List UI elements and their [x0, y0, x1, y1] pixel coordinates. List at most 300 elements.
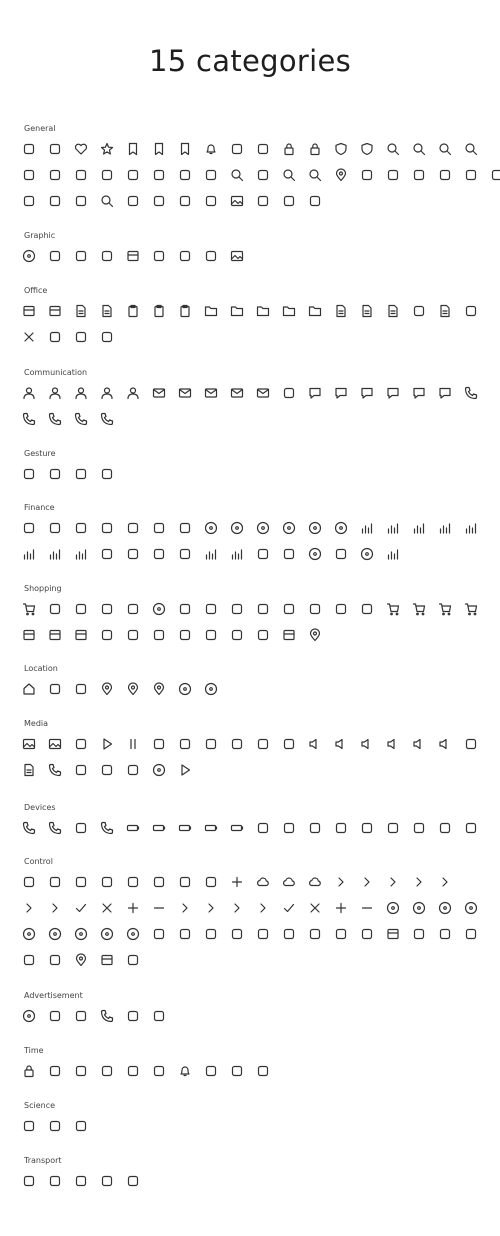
microphone-icon	[100, 821, 114, 835]
ruler-pencil-icon	[100, 249, 114, 263]
settings-icon	[22, 168, 36, 182]
camera-icon	[74, 737, 88, 751]
share-icon	[22, 142, 36, 156]
skip-forward-icon	[152, 737, 166, 751]
megaphone-icon	[100, 1009, 114, 1023]
plane-icon	[22, 1174, 36, 1188]
cart-icon	[386, 602, 400, 616]
battery-low-icon	[178, 821, 192, 835]
category-label: Finance	[24, 503, 55, 512]
file-text-icon	[100, 304, 114, 318]
calendar-icon	[230, 1064, 244, 1078]
inbox-icon	[22, 304, 36, 318]
bars-down-icon	[386, 521, 400, 535]
cloud-icon	[256, 875, 270, 889]
mailbox-icon	[256, 386, 270, 400]
watch-icon	[438, 821, 452, 835]
category-label: Transport	[24, 1156, 62, 1165]
user-check-icon	[126, 386, 140, 400]
flag-icon	[48, 682, 62, 696]
send-icon	[48, 142, 62, 156]
category-label: General	[24, 124, 56, 133]
filter-lines-icon	[308, 602, 322, 616]
battery-empty-icon	[204, 821, 218, 835]
discount-icon	[74, 602, 88, 616]
copy-icon	[178, 875, 192, 889]
shuffle-icon	[282, 737, 296, 751]
newsletter-icon	[230, 386, 244, 400]
chevron-down-icon	[412, 875, 426, 889]
category-label: Communication	[24, 368, 88, 377]
chevron-down-bold-icon	[256, 901, 270, 915]
thumb-down-icon	[152, 168, 166, 182]
microphone-stand-icon	[48, 763, 62, 777]
close-bold-icon	[308, 901, 322, 915]
gift-icon	[126, 602, 140, 616]
sync-icon	[256, 927, 270, 941]
shield-check-icon	[360, 142, 374, 156]
bar-chart-alt-icon	[48, 547, 62, 561]
fast-forward-icon	[204, 737, 218, 751]
phone-incoming-icon	[48, 412, 62, 426]
refresh-icon	[230, 927, 244, 941]
category-label: Devices	[24, 803, 56, 812]
category-label: Advertisement	[24, 991, 83, 1000]
music-note-icon	[464, 737, 478, 751]
mail-icon	[152, 386, 166, 400]
ruble-icon	[74, 521, 88, 535]
phone-ringing-icon	[100, 412, 114, 426]
location-pin-icon	[152, 682, 166, 696]
split-box-icon	[100, 953, 114, 967]
chevrons-right-small-icon	[178, 901, 192, 915]
archive-icon	[48, 304, 62, 318]
duplicate-icon	[204, 875, 218, 889]
lifebuoy-icon	[74, 168, 88, 182]
gamepad-icon	[126, 763, 140, 777]
map-pin-icon	[126, 682, 140, 696]
image-icon	[22, 737, 36, 751]
route-icon	[230, 628, 244, 642]
zoom-out-icon	[438, 142, 452, 156]
presentation-icon	[48, 330, 62, 344]
flask-icon	[48, 1119, 62, 1133]
growth-chart-icon	[386, 547, 400, 561]
search-icon	[386, 142, 400, 156]
book-closed-icon	[22, 330, 36, 344]
map-pin-box-icon	[100, 682, 114, 696]
credit-card-icon	[178, 547, 192, 561]
close-circle-icon	[48, 927, 62, 941]
phone-icon	[464, 386, 478, 400]
battery-charging-icon	[230, 821, 244, 835]
save-box-icon	[282, 628, 296, 642]
crop-icon	[282, 927, 296, 941]
eye-icon	[204, 249, 218, 263]
arrow-up-circle-icon	[438, 901, 452, 915]
chevrons-left-icon	[438, 875, 452, 889]
pound-icon	[126, 521, 140, 535]
heart-icon	[74, 142, 88, 156]
grid-icon	[308, 927, 322, 941]
search-plus-icon	[282, 168, 296, 182]
rewind-icon	[230, 737, 244, 751]
arrow-right-circle-icon	[386, 901, 400, 915]
home-icon	[22, 682, 36, 696]
stopwatch-icon	[100, 1064, 114, 1078]
folder-stack-icon	[256, 304, 270, 318]
link-device-icon	[74, 821, 88, 835]
ruble-circle-icon	[230, 521, 244, 535]
spinner-icon	[74, 953, 88, 967]
monitor-icon	[256, 821, 270, 835]
chart-box-icon	[204, 547, 218, 561]
layout-icon	[334, 927, 348, 941]
music-notes-icon	[22, 763, 36, 777]
list-icon	[360, 927, 374, 941]
pin-icon	[334, 168, 348, 182]
phone-missed-icon	[74, 412, 88, 426]
keyboard-icon	[386, 821, 400, 835]
paperclip-icon	[412, 168, 426, 182]
line-chart-icon	[230, 547, 244, 561]
clipboard-text-icon	[178, 304, 192, 318]
calendar-date-icon	[256, 1064, 270, 1078]
rupee-icon	[100, 521, 114, 535]
hierarchy-icon	[438, 927, 452, 941]
hourglass-icon	[126, 1064, 140, 1078]
hexagon-icon	[438, 168, 452, 182]
pipette-icon	[48, 249, 62, 263]
link-icon	[204, 168, 218, 182]
expand-icon	[256, 168, 270, 182]
external-link-icon	[22, 875, 36, 889]
navigation-target-icon	[178, 682, 192, 696]
basket-icon	[464, 602, 478, 616]
hand-icon	[48, 467, 62, 481]
search-alt-icon	[230, 168, 244, 182]
cloud-upload-icon	[282, 875, 296, 889]
equalizer-icon	[48, 168, 62, 182]
share-nodes-icon	[152, 875, 166, 889]
thumb-up-icon	[126, 168, 140, 182]
arrow-down-circle-icon	[464, 901, 478, 915]
toggle-icon	[334, 602, 348, 616]
signal-bars-icon	[360, 521, 374, 535]
logout-icon	[100, 875, 114, 889]
pie-chart-icon	[438, 521, 452, 535]
wallet-icon	[126, 547, 140, 561]
magnify-icon	[100, 194, 114, 208]
terminal-icon	[412, 927, 426, 941]
dollar-circle-icon	[204, 521, 218, 535]
chat-round-icon	[386, 386, 400, 400]
chats-icon	[360, 386, 374, 400]
crosshair-icon	[74, 682, 88, 696]
scan-icon	[204, 628, 218, 642]
package-icon	[74, 628, 88, 642]
category-label: Shopping	[24, 584, 62, 593]
volume-icon	[308, 737, 322, 751]
vinyl-icon	[152, 763, 166, 777]
cube-icon	[48, 628, 62, 642]
cancel-circle-icon	[126, 927, 140, 941]
user-remove-icon	[100, 386, 114, 400]
chevron-up-icon	[386, 875, 400, 889]
offer-icon	[126, 1009, 140, 1023]
banknote-icon	[282, 547, 296, 561]
color-circles-icon	[22, 249, 36, 263]
user-icon	[22, 386, 36, 400]
notes-icon	[386, 304, 400, 318]
hand-tap-icon	[100, 467, 114, 481]
percent-icon	[22, 521, 36, 535]
ticket-icon	[282, 194, 296, 208]
folder-open-icon	[282, 304, 296, 318]
download-icon	[74, 875, 88, 889]
star-icon	[100, 142, 114, 156]
hand-pointing-icon	[74, 467, 88, 481]
history-icon	[22, 953, 36, 967]
clipboard-icon	[126, 304, 140, 318]
pencil-icon	[74, 249, 88, 263]
code-box-icon	[386, 927, 400, 941]
chat-round-alt-icon	[412, 386, 426, 400]
tag-icon	[360, 168, 374, 182]
repeat-icon	[256, 737, 270, 751]
euro-icon	[152, 521, 166, 535]
arrow-left-circle-icon	[412, 901, 426, 915]
rss-icon	[256, 142, 270, 156]
headset-icon	[100, 168, 114, 182]
printer-stack-icon	[74, 330, 88, 344]
timer-icon	[74, 1064, 88, 1078]
mail-read-icon	[204, 386, 218, 400]
chat-icon	[308, 386, 322, 400]
chat-lines-icon	[334, 386, 348, 400]
info-icon	[178, 927, 192, 941]
unlock-icon	[308, 142, 322, 156]
browser-window-icon	[464, 821, 478, 835]
hourglass-half-icon	[152, 1064, 166, 1078]
car-icon	[48, 1174, 62, 1188]
forward-icon	[464, 168, 478, 182]
zoom-in-icon	[412, 142, 426, 156]
play-icon	[100, 737, 114, 751]
minus-icon	[152, 901, 166, 915]
document-icon	[334, 304, 348, 318]
chevron-left-icon	[360, 875, 374, 889]
umbrella-icon	[178, 628, 192, 642]
pen-nib-icon	[152, 249, 166, 263]
sticky-note-icon	[412, 304, 426, 318]
battery-half-icon	[152, 821, 166, 835]
category-label: Graphic	[24, 231, 56, 240]
database-icon	[334, 547, 348, 561]
print-icon	[386, 168, 400, 182]
save-icon	[126, 953, 140, 967]
headphones-alt-icon	[48, 821, 62, 835]
coins-icon	[360, 547, 374, 561]
trophy-icon	[178, 602, 192, 616]
globe-icon	[178, 168, 192, 182]
truck-icon	[100, 628, 114, 642]
photo-frame-icon	[230, 194, 244, 208]
folder-open-alt-icon	[308, 304, 322, 318]
add-box-icon	[230, 875, 244, 889]
alarm-icon	[48, 1064, 62, 1078]
folder-alt-icon	[230, 304, 244, 318]
loop-icon	[464, 927, 478, 941]
smartphone-icon	[334, 821, 348, 835]
certificate-icon	[360, 304, 374, 318]
shield-icon	[334, 142, 348, 156]
beaker-icon	[74, 1119, 88, 1133]
bars-up-icon	[412, 521, 426, 535]
check-circle-icon	[22, 927, 36, 941]
plus-circle-icon	[74, 927, 88, 941]
pause-icon	[126, 737, 140, 751]
puzzle-icon	[308, 194, 322, 208]
volume-high-icon	[360, 737, 374, 751]
headphones-icon	[22, 821, 36, 835]
shop-icon	[126, 628, 140, 642]
edit-box-icon	[126, 249, 140, 263]
bookmark-star-icon	[152, 142, 166, 156]
store-icon	[152, 628, 166, 642]
folder-icon	[204, 304, 218, 318]
toggles-icon	[360, 602, 374, 616]
category-label: Time	[24, 1046, 44, 1055]
close-icon	[100, 901, 114, 915]
compass-icon	[204, 682, 218, 696]
skip-back-icon	[178, 737, 192, 751]
bus-icon	[74, 1174, 88, 1188]
ad-board-icon	[48, 1009, 62, 1023]
report-icon	[438, 304, 452, 318]
coupon-icon	[256, 628, 270, 642]
gallery-icon	[230, 249, 244, 263]
tablet-icon	[308, 821, 322, 835]
book-open-icon	[464, 304, 478, 318]
medal-icon	[204, 602, 218, 616]
chevron-right-icon	[334, 875, 348, 889]
bookmark-check-icon	[178, 142, 192, 156]
volume-minus-icon	[412, 737, 426, 751]
file-icon	[74, 304, 88, 318]
filter-icon	[282, 602, 296, 616]
rupee-circle-icon	[256, 521, 270, 535]
minus-circle-icon	[100, 927, 114, 941]
crown-icon	[230, 602, 244, 616]
login-icon	[126, 875, 140, 889]
at-icon	[282, 386, 296, 400]
yen-circle-icon	[334, 521, 348, 535]
volume-plus-icon	[438, 737, 452, 751]
pound-circle-icon	[282, 521, 296, 535]
clock-icon	[22, 1064, 36, 1078]
dollar-icon	[48, 521, 62, 535]
graduation-cap-icon	[256, 194, 270, 208]
category-label: Media	[24, 719, 49, 728]
help-icon	[204, 927, 218, 941]
badge-icon	[48, 602, 62, 616]
target-ring-icon	[152, 602, 166, 616]
sliders-icon	[256, 602, 270, 616]
euro-circle-icon	[308, 521, 322, 535]
coin-icon	[308, 547, 322, 561]
flash-icon	[230, 142, 244, 156]
test-tube-icon	[22, 1119, 36, 1133]
chevron-up-bold-icon	[230, 901, 244, 915]
mail-open-icon	[178, 386, 192, 400]
cloud-download-icon	[308, 875, 322, 889]
diamond-icon	[178, 249, 192, 263]
bar-chart-box-icon	[74, 547, 88, 561]
volume-low-icon	[334, 737, 348, 751]
plus-icon	[126, 901, 140, 915]
sticker-icon	[204, 194, 218, 208]
users-icon	[48, 386, 62, 400]
male-icon	[74, 194, 88, 208]
user-add-icon	[74, 386, 88, 400]
chevrons-down-icon	[48, 901, 62, 915]
volume-mute-icon	[386, 737, 400, 751]
rocket-icon	[152, 1009, 166, 1023]
images-icon	[48, 737, 62, 751]
category-label: Office	[24, 286, 48, 295]
calculator-icon	[256, 547, 270, 561]
ship-icon	[126, 1174, 140, 1188]
bowtie-icon	[126, 194, 140, 208]
fingerprint-icon	[48, 194, 62, 208]
wristwatch-icon	[204, 1064, 218, 1078]
plus-bold-icon	[334, 901, 348, 915]
check-icon	[74, 901, 88, 915]
briefcase-icon	[100, 547, 114, 561]
chevron-left-bold-icon	[204, 901, 218, 915]
laptop-icon	[282, 821, 296, 835]
minus-bold-icon	[360, 901, 374, 915]
battery-full-icon	[126, 821, 140, 835]
lock-icon	[282, 142, 296, 156]
calendar-doc-icon	[100, 330, 114, 344]
bar-chart-icon	[22, 547, 36, 561]
wallet-alt-icon	[152, 547, 166, 561]
video-icon	[74, 763, 88, 777]
cart-remove-icon	[438, 602, 452, 616]
pie-chart-alt-icon	[464, 521, 478, 535]
phone-outgoing-icon	[22, 412, 36, 426]
category-label: Science	[24, 1101, 56, 1110]
flag-wave-icon	[74, 1009, 88, 1023]
price-tag-icon	[100, 602, 114, 616]
upload-icon	[48, 875, 62, 889]
backspace-icon	[490, 168, 500, 182]
category-label: Gesture	[24, 449, 56, 458]
power-icon	[22, 194, 36, 208]
cart-add-icon	[412, 602, 426, 616]
alarm-bell-icon	[178, 1064, 192, 1078]
bookmark-icon	[126, 142, 140, 156]
glasses-icon	[152, 194, 166, 208]
train-icon	[100, 1174, 114, 1188]
shopping-bag-icon	[308, 628, 322, 642]
trash-basket-icon	[22, 602, 36, 616]
mouse-icon	[360, 821, 374, 835]
search-minus-icon	[308, 168, 322, 182]
zoom-fit-icon	[464, 142, 478, 156]
